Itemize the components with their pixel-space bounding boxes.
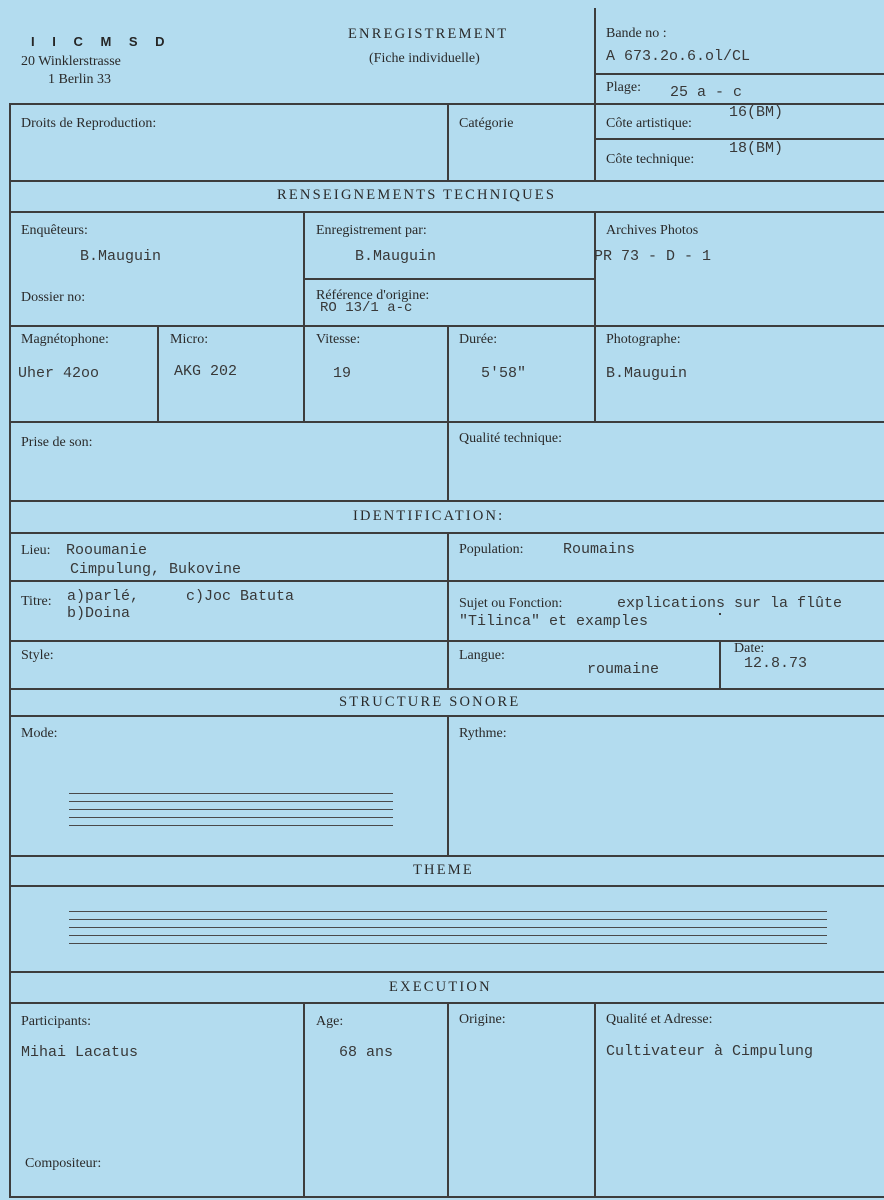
rule [447, 1002, 449, 1196]
population-value: Roumains [563, 541, 636, 558]
vitesse-label: Vitesse: [316, 332, 361, 347]
card-subtitle: (Fiche individuelle) [369, 51, 480, 66]
cote-artistique-label: Côte artistique: [606, 116, 692, 131]
origine-label: Origine: [459, 1012, 506, 1027]
rule [594, 1002, 596, 1196]
reference-origine-value: RO 13/1 a-c [320, 300, 413, 316]
rule [594, 73, 884, 75]
enqueteurs-label: Enquêteurs: [21, 223, 88, 238]
age-label: Age: [316, 1014, 344, 1029]
mode-label: Mode: [21, 726, 58, 741]
magnetophone-value: Uher 42oo [18, 365, 100, 382]
rule [594, 8, 596, 180]
section-heading-structure: STRUCTURE SONORE [339, 694, 521, 710]
section-heading-theme: THEME [413, 862, 474, 878]
archives-photos-value: PR 73 - D - 1 [594, 248, 712, 265]
dossier-label: Dossier no: [21, 290, 86, 305]
rule [719, 640, 721, 688]
sujet-line-2: "Tilinca" et examples [459, 613, 649, 630]
sujet-line-1: explications sur la flûte [617, 595, 843, 612]
rule [9, 885, 884, 887]
reference-origine-label: Référence d'origine: [316, 288, 430, 303]
langue-value: roumaine [587, 661, 660, 678]
archives-photos-label: Archives Photos [606, 223, 699, 238]
titre-b: b)Doina [67, 605, 131, 622]
photographe-value: B.Mauguin [606, 365, 688, 382]
cote-technique-label: Côte technique: [606, 152, 695, 167]
prise-de-son-label: Prise de son: [21, 435, 93, 450]
rule [9, 1196, 884, 1198]
rule [594, 211, 596, 421]
micro-label: Micro: [170, 332, 209, 347]
rule [157, 325, 159, 421]
rule [9, 211, 884, 213]
rule [719, 613, 721, 615]
bande-value: A 673.2o.6.ol/CL [606, 48, 751, 65]
section-heading-identification: IDENTIFICATION: [353, 508, 505, 524]
qualite-adresse-value: Cultivateur à Cimpulung [606, 1043, 814, 1060]
titre-a: a)parlé, [67, 588, 140, 605]
duree-value: 5'58" [481, 365, 527, 382]
rule [9, 971, 884, 973]
section-heading-execution: EXECUTION [389, 979, 492, 995]
plage-value: 25 a - c [670, 84, 743, 101]
qualite-technique-label: Qualité technique: [459, 431, 563, 446]
institute-city: 1 Berlin 33 [48, 72, 111, 87]
rule [303, 1002, 305, 1196]
lieu-line-2: Cimpulung, Bukovine [70, 561, 242, 578]
rule [447, 532, 449, 688]
titre-label: Titre: [21, 594, 52, 609]
date-value: 12.8.73 [744, 655, 808, 672]
rule [9, 855, 884, 857]
rule [447, 104, 449, 180]
droits-label: Droits de Reproduction: [21, 116, 157, 131]
section-heading-technique: RENSEIGNEMENTS TECHNIQUES [277, 187, 557, 203]
rule [9, 500, 884, 502]
enregistrement-par-value: B.Mauguin [355, 248, 437, 265]
rule [447, 325, 449, 421]
card-left-border [9, 104, 11, 1198]
rythme-label: Rythme: [459, 726, 507, 741]
rule [9, 688, 884, 690]
cote-artistique-value: 16(BM) [729, 104, 784, 121]
compositeur-label: Compositeur: [25, 1156, 102, 1171]
participants-value: Mihai Lacatus [21, 1044, 139, 1061]
photographe-label: Photographe: [606, 332, 681, 347]
population-label: Population: [459, 542, 524, 557]
bande-label: Bande no : [606, 26, 667, 41]
lieu-label: Lieu: [21, 543, 51, 558]
langue-label: Langue: [459, 648, 505, 663]
cote-technique-value: 18(BM) [729, 140, 784, 157]
vitesse-value: 19 [333, 365, 352, 382]
card-title: ENREGISTREMENT [348, 26, 509, 42]
categorie-label: Catégorie [459, 116, 514, 131]
rule [303, 278, 594, 280]
qualite-adresse-label: Qualité et Adresse: [606, 1012, 713, 1027]
rule [447, 421, 449, 500]
enregistrement-par-label: Enregistrement par: [316, 223, 427, 238]
institute-logo: I I C M S D [31, 34, 172, 49]
rule [447, 715, 449, 855]
titre-c: c)Joc Batuta [186, 588, 295, 605]
sujet-label: Sujet ou Fonction: [459, 596, 563, 611]
lieu-line-1: Rooumanie [66, 542, 148, 559]
enqueteurs-value: B.Mauguin [80, 248, 162, 265]
date-label: Date: [734, 641, 765, 656]
micro-value: AKG 202 [174, 363, 238, 380]
magnetophone-label: Magnétophone: [21, 332, 109, 347]
age-value: 68 ans [339, 1044, 394, 1061]
institute-street: 20 Winklerstrasse [21, 54, 121, 69]
rule [9, 180, 884, 182]
participants-label: Participants: [21, 1014, 91, 1029]
rule [303, 211, 305, 421]
duree-label: Durée: [459, 332, 498, 347]
plage-label: Plage: [606, 80, 641, 95]
style-label: Style: [21, 648, 54, 663]
